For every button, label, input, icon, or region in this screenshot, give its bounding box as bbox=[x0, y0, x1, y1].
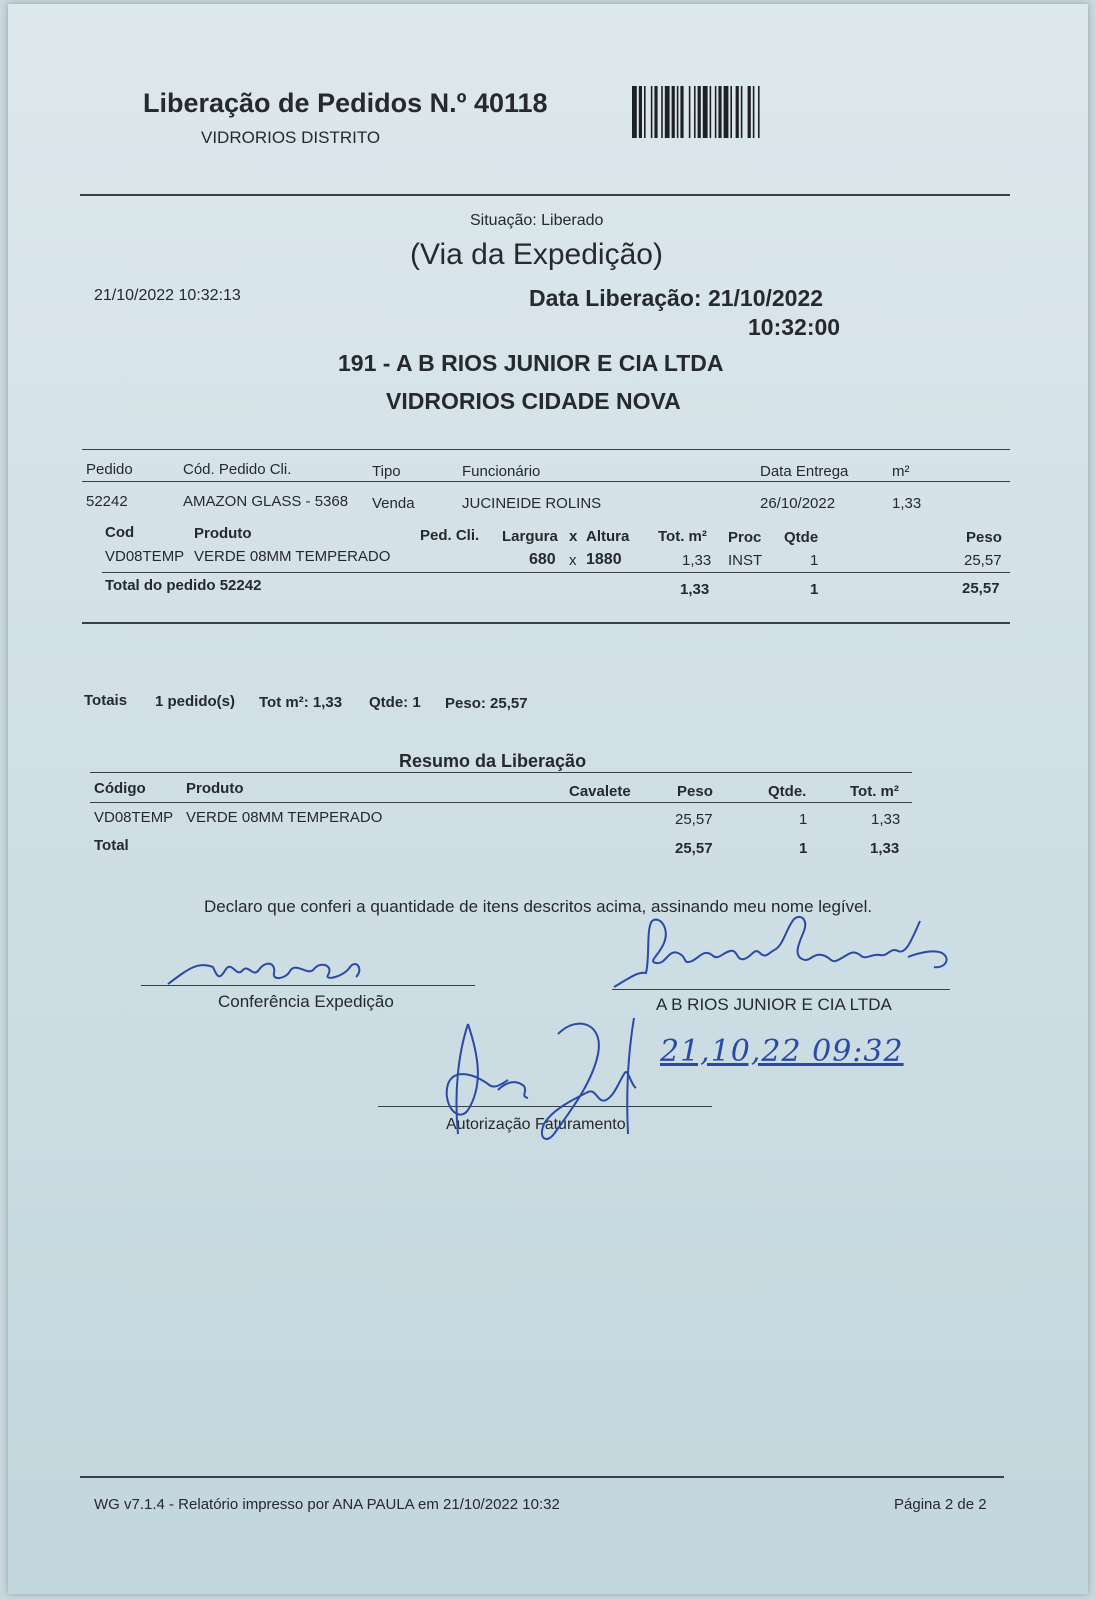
order-section-bottom-rule bbox=[82, 622, 1010, 624]
cell-funcionario: JUCINEIDE ROLINS bbox=[462, 495, 602, 512]
cell-pedido: 52242 bbox=[86, 493, 128, 510]
summary-total-qtde: 1 bbox=[799, 840, 808, 857]
item-x: x bbox=[569, 552, 577, 569]
order-table-header-rule bbox=[82, 481, 1010, 482]
summary-col-produto: Produto bbox=[186, 780, 244, 797]
order-total-qtde: 1 bbox=[810, 581, 819, 598]
item-proc: INST bbox=[728, 552, 763, 569]
summary-col-tot-m2: Tot. m² bbox=[850, 783, 899, 800]
cliente-signature bbox=[608, 909, 968, 994]
copy-type: (Via da Expedição) bbox=[410, 238, 663, 271]
release-date: Data Liberação: 21/10/2022 bbox=[529, 285, 824, 311]
conferencia-signature bbox=[158, 949, 378, 989]
cell-cod-pedido-cli: AMAZON GLASS - 5368 bbox=[183, 493, 349, 510]
col-header-peso: Peso bbox=[966, 529, 1002, 546]
summary-total-tot-m2: 1,33 bbox=[870, 840, 900, 857]
cliente-label: A B RIOS JUNIOR E CIA LTDA bbox=[656, 995, 892, 1014]
col-header-funcionario: Funcionário bbox=[462, 463, 541, 480]
summary-col-codigo: Código bbox=[94, 780, 146, 797]
order-total-peso: 25,57 bbox=[962, 580, 1000, 597]
conferencia-label: Conferência Expedição bbox=[218, 992, 394, 1011]
order-total-m2: 1,33 bbox=[680, 581, 710, 598]
col-header-cod-pedido-cli: Cód. Pedido Cli. bbox=[183, 461, 292, 478]
summary-col-peso: Peso bbox=[677, 783, 713, 800]
totals-qtde: Qtde: 1 bbox=[369, 694, 421, 711]
declaration-text: Declaro que conferi a quantidade de itens descritos acima, assinando meu nome legível. bbox=[204, 897, 873, 916]
cell-data-entrega: 26/10/2022 bbox=[760, 495, 836, 512]
order-table-top-rule bbox=[82, 449, 1010, 450]
summary-col-qtde: Qtde. bbox=[768, 783, 807, 800]
cell-m2: 1,33 bbox=[892, 495, 922, 512]
col-header-altura: Altura bbox=[586, 528, 630, 545]
status-text: Situação: Liberado bbox=[470, 212, 604, 229]
item-peso: 25,57 bbox=[964, 552, 1002, 569]
item-tot-m2: 1,33 bbox=[682, 552, 712, 569]
col-header-pedido: Pedido bbox=[86, 461, 133, 478]
document-title: Liberação de Pedidos N.º 40118 bbox=[143, 88, 548, 118]
item-produto: VERDE 08MM TEMPERADO bbox=[194, 548, 391, 565]
page-number: Página 2 de 2 bbox=[894, 1496, 987, 1513]
document-page bbox=[8, 4, 1088, 1594]
col-header-x: x bbox=[569, 528, 578, 545]
autorizacao-label: Autorização Faturamento bbox=[446, 1116, 626, 1133]
summary-header-rule bbox=[90, 802, 912, 803]
col-header-tipo: Tipo bbox=[372, 463, 401, 480]
col-header-produto: Produto bbox=[194, 525, 252, 542]
col-header-proc: Proc bbox=[728, 529, 762, 546]
footer-print-info: WG v7.1.4 - Relatório impresso por ANA PAULA em 21/10/2022 10:32 bbox=[94, 1496, 560, 1513]
totals-label: Totais bbox=[84, 692, 128, 709]
summary-row-codigo: VD08TEMP bbox=[94, 809, 174, 826]
summary-row-peso: 25,57 bbox=[675, 811, 713, 828]
client-store: VIDRORIOS CIDADE NOVA bbox=[386, 388, 681, 414]
summary-total-peso: 25,57 bbox=[675, 840, 713, 857]
summary-top-rule bbox=[90, 772, 912, 773]
company-subtitle: VIDRORIOS DISTRITO bbox=[201, 128, 381, 147]
totals-peso: Peso: 25,57 bbox=[445, 695, 528, 712]
col-header-ped-cli: Ped. Cli. bbox=[420, 527, 480, 544]
summary-row-tot-m2: 1,33 bbox=[871, 811, 901, 828]
barcode-icon bbox=[632, 86, 798, 138]
col-header-cod: Cod bbox=[105, 524, 135, 541]
summary-total-label: Total bbox=[94, 837, 129, 854]
summary-col-cavalete: Cavalete bbox=[569, 783, 631, 800]
item-altura: 1880 bbox=[586, 551, 622, 568]
autorizacao-signature bbox=[428, 1014, 658, 1154]
totals-m2: Tot m²: 1,33 bbox=[259, 694, 343, 711]
footer-rule bbox=[80, 1476, 1004, 1478]
release-time: 10:32:00 bbox=[748, 314, 841, 340]
col-header-m2: m² bbox=[892, 463, 910, 480]
item-largura: 680 bbox=[529, 551, 556, 568]
cell-tipo: Venda bbox=[372, 495, 415, 512]
printed-datetime: 21/10/2022 10:32:13 bbox=[94, 287, 241, 304]
item-qtde: 1 bbox=[810, 552, 819, 569]
col-header-largura: Largura bbox=[502, 528, 558, 545]
item-cod: VD08TEMP bbox=[105, 548, 185, 565]
header-divider bbox=[80, 194, 1010, 196]
items-total-rule bbox=[102, 572, 1010, 573]
client-name: 191 - A B RIOS JUNIOR E CIA LTDA bbox=[338, 350, 724, 376]
col-header-qtde: Qtde bbox=[784, 529, 819, 546]
handwritten-date: 21,10,22 09:32 bbox=[660, 1034, 904, 1069]
col-header-data-entrega: Data Entrega bbox=[760, 463, 849, 480]
summary-row-qtde: 1 bbox=[799, 811, 808, 828]
summary-title: Resumo da Liberação bbox=[399, 751, 587, 771]
order-total-label: Total do pedido 52242 bbox=[105, 577, 262, 594]
summary-row-produto: VERDE 08MM TEMPERADO bbox=[186, 809, 383, 826]
col-header-tot-m2: Tot. m² bbox=[658, 528, 707, 545]
totals-pedidos: 1 pedido(s) bbox=[155, 693, 236, 710]
